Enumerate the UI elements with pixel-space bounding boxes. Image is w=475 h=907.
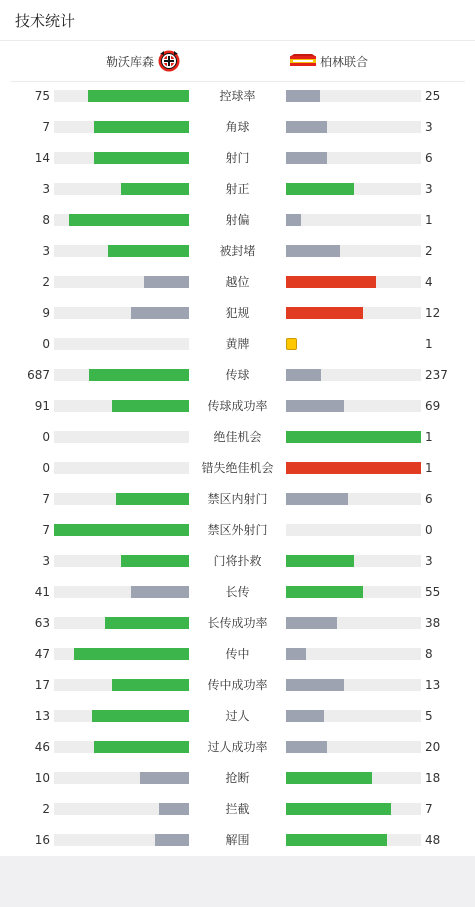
away-stat-value: 48 <box>425 833 441 847</box>
stat-label: 被封堵 <box>219 244 256 258</box>
stat-row <box>0 422 475 453</box>
stat-row <box>0 639 475 670</box>
away-stat-value: 1 <box>425 337 433 351</box>
away-stat-bar-track <box>286 555 421 567</box>
away-stat-bar-track <box>286 214 421 226</box>
home-stat-value: 3 <box>42 554 50 568</box>
away-team-name: 柏林联合 <box>320 54 369 69</box>
stat-label: 角球 <box>225 120 250 134</box>
home-stat-value: 41 <box>34 585 50 599</box>
away-stat-bar <box>286 214 301 226</box>
home-stat-value: 13 <box>34 709 50 723</box>
away-stat-bar <box>286 710 324 722</box>
away-stat-value: 3 <box>425 120 433 134</box>
home-stat-bar <box>131 586 189 598</box>
away-stat-value: 69 <box>425 399 441 413</box>
stat-label: 犯规 <box>225 306 250 320</box>
home-stat-value: 8 <box>42 213 50 227</box>
stat-row <box>0 732 475 763</box>
away-stat-bar-track <box>286 245 421 257</box>
home-stat-bar <box>112 400 189 412</box>
away-stat-value: 4 <box>425 275 433 289</box>
home-stat-bar <box>94 121 189 133</box>
stat-label: 传中成功率 <box>207 678 268 692</box>
away-stat-bar <box>286 648 306 660</box>
home-stat-value: 16 <box>34 833 50 847</box>
stat-label: 射偏 <box>225 213 250 227</box>
away-stat-bar <box>286 462 421 474</box>
home-stat-value: 17 <box>34 678 50 692</box>
away-stat-bar-track <box>286 400 421 412</box>
home-stat-bar-track <box>54 679 189 691</box>
stat-label: 禁区内射门 <box>207 492 268 506</box>
away-stat-value: 3 <box>425 182 433 196</box>
bayer-leverkusen-crest-icon <box>158 50 180 72</box>
stat-label: 传球 <box>225 368 250 382</box>
stat-row <box>0 546 475 577</box>
stat-label: 过人 <box>225 709 250 723</box>
home-stat-bar-track <box>54 524 189 536</box>
stat-label: 传球成功率 <box>207 399 268 413</box>
stat-row <box>0 515 475 546</box>
away-stat-bar <box>286 617 337 629</box>
stat-label: 过人成功率 <box>207 740 268 754</box>
away-stat-value: 1 <box>425 430 433 444</box>
stat-label: 抢断 <box>225 771 250 785</box>
away-stat-value: 3 <box>425 554 433 568</box>
stat-row <box>0 298 475 329</box>
away-stat-value: 13 <box>425 678 441 692</box>
home-stat-bar-track <box>54 493 189 505</box>
away-stat-bar <box>286 679 344 691</box>
home-stat-bar-track <box>54 400 189 412</box>
away-stat-value: 12 <box>425 306 441 320</box>
away-stat-bar <box>286 772 372 784</box>
away-stat-bar-track <box>286 524 421 536</box>
away-stat-bar-track <box>286 648 421 660</box>
home-stat-value: 2 <box>42 275 50 289</box>
home-stat-value: 2 <box>42 802 50 816</box>
home-stat-value: 75 <box>34 89 50 103</box>
away-stat-bar-track <box>286 152 421 164</box>
away-stat-value: 18 <box>425 771 441 785</box>
away-stat-bar <box>286 586 363 598</box>
away-stat-value: 5 <box>425 709 433 723</box>
home-stat-bar <box>94 152 189 164</box>
stat-row <box>0 205 475 236</box>
home-stat-value: 7 <box>42 492 50 506</box>
home-stat-bar-track <box>54 462 189 474</box>
home-stat-bar-track <box>54 710 189 722</box>
stat-label: 长传成功率 <box>207 616 268 630</box>
home-stat-bar <box>121 183 189 195</box>
away-stat-value: 6 <box>425 492 433 506</box>
stat-label: 越位 <box>225 275 250 289</box>
home-stat-value: 7 <box>42 523 50 537</box>
home-stat-bar-track <box>54 245 189 257</box>
home-stat-value: 47 <box>34 647 50 661</box>
away-stat-bar-track <box>286 803 421 815</box>
home-stat-value: 91 <box>34 399 50 413</box>
home-stat-bar-track <box>54 803 189 815</box>
home-stat-bar-track <box>54 152 189 164</box>
away-stat-bar <box>286 152 327 164</box>
home-stat-bar-track <box>54 586 189 598</box>
footer-area <box>0 856 475 907</box>
stat-label: 控球率 <box>219 89 256 103</box>
stats-list <box>0 81 475 856</box>
home-stat-bar <box>74 648 189 660</box>
stat-row <box>0 608 475 639</box>
home-stat-value: 9 <box>42 306 50 320</box>
away-stat-bar <box>286 431 421 443</box>
home-stat-bar <box>88 90 189 102</box>
away-stat-bar-track <box>286 679 421 691</box>
home-stat-bar-track <box>54 338 189 350</box>
stat-label: 错失绝佳机会 <box>201 461 274 475</box>
home-team[interactable] <box>106 41 180 81</box>
stat-row <box>0 236 475 267</box>
stat-row <box>0 794 475 825</box>
stat-label: 解围 <box>225 833 250 847</box>
away-stat-bar <box>286 834 387 846</box>
away-stat-bar-track <box>286 431 421 443</box>
home-stat-bar <box>159 803 189 815</box>
header <box>0 0 475 41</box>
away-stat-bar-track <box>286 462 421 474</box>
home-stat-bar-track <box>54 772 189 784</box>
stat-row <box>0 577 475 608</box>
away-stat-bar <box>286 307 363 319</box>
away-stat-bar <box>286 803 391 815</box>
stat-label: 传中 <box>225 647 250 661</box>
home-stat-bar <box>140 772 189 784</box>
away-stat-bar-track <box>286 90 421 102</box>
away-stat-bar-track <box>286 772 421 784</box>
stat-label: 绝佳机会 <box>213 430 262 444</box>
stat-row <box>0 360 475 391</box>
away-stat-bar-track <box>286 617 421 629</box>
home-stat-bar-track <box>54 834 189 846</box>
stat-row <box>0 391 475 422</box>
stat-label: 黄牌 <box>225 337 250 351</box>
away-stat-bar-track <box>286 834 421 846</box>
away-stat-bar-track <box>286 741 421 753</box>
away-stat-value: 7 <box>425 802 433 816</box>
stat-label: 射正 <box>225 182 250 196</box>
away-stat-value: 8 <box>425 647 433 661</box>
away-stat-bar <box>286 121 327 133</box>
away-stat-value: 1 <box>425 213 433 227</box>
yellow-card-icon <box>286 338 297 350</box>
home-stat-value: 46 <box>34 740 50 754</box>
home-stat-value: 3 <box>42 244 50 258</box>
away-stat-bar-track <box>286 307 421 319</box>
page-title: 技术统计 <box>15 11 76 30</box>
away-stat-bar <box>286 400 344 412</box>
home-stat-bar-track <box>54 183 189 195</box>
away-stat-bar-track <box>286 710 421 722</box>
home-stat-value: 63 <box>34 616 50 630</box>
home-stat-bar-track <box>54 617 189 629</box>
away-stat-value: 237 <box>425 368 448 382</box>
away-stat-bar <box>286 245 340 257</box>
away-stat-bar-track <box>286 183 421 195</box>
away-stat-bar <box>286 555 354 567</box>
away-stat-bar-track <box>286 276 421 288</box>
away-stat-bar-track <box>286 586 421 598</box>
home-stat-bar <box>112 679 189 691</box>
stat-row <box>0 484 475 515</box>
home-stat-bar-track <box>54 121 189 133</box>
stat-label: 长传 <box>225 585 250 599</box>
away-stat-bar <box>286 276 376 288</box>
home-stat-value: 10 <box>34 771 50 785</box>
stat-label: 门将扑救 <box>213 554 262 568</box>
home-stat-bar-track <box>54 741 189 753</box>
away-stat-value: 2 <box>425 244 433 258</box>
team-header <box>10 41 465 82</box>
home-stat-bar-track <box>54 276 189 288</box>
home-stat-bar <box>121 555 189 567</box>
home-team-name: 勒沃库森 <box>105 54 154 69</box>
stat-row <box>0 267 475 298</box>
stat-row <box>0 701 475 732</box>
stat-row <box>0 453 475 484</box>
home-stat-bar <box>89 369 189 381</box>
home-stat-value: 0 <box>42 337 50 351</box>
stat-row <box>0 329 475 360</box>
stat-label: 射门 <box>225 151 250 165</box>
away-stat-bar-track <box>286 493 421 505</box>
stat-row <box>0 825 475 856</box>
away-stat-bar <box>286 493 348 505</box>
home-stat-bar-track <box>54 214 189 226</box>
home-stat-value: 0 <box>42 430 50 444</box>
home-stat-bar-track <box>54 369 189 381</box>
home-stat-bar-track <box>54 307 189 319</box>
stat-label: 拦截 <box>225 802 250 816</box>
away-stat-value: 25 <box>425 89 441 103</box>
away-stat-value: 20 <box>425 740 441 754</box>
home-stat-value: 687 <box>27 368 50 382</box>
stat-row <box>0 81 475 112</box>
away-stat-bar-track <box>286 121 421 133</box>
home-stat-bar <box>54 524 189 536</box>
union-berlin-crest-icon <box>290 54 316 68</box>
home-stat-value: 3 <box>42 182 50 196</box>
away-stat-value: 1 <box>425 461 433 475</box>
away-stat-value: 55 <box>425 585 441 599</box>
stat-row <box>0 174 475 205</box>
home-stat-value: 14 <box>34 151 50 165</box>
away-stat-value: 0 <box>425 523 433 537</box>
away-stat-bar <box>286 90 320 102</box>
away-stat-bar <box>286 369 321 381</box>
away-stat-value: 6 <box>425 151 433 165</box>
home-stat-bar <box>144 276 189 288</box>
stat-row <box>0 670 475 701</box>
home-stat-bar <box>69 214 189 226</box>
away-stat-bar <box>286 183 354 195</box>
home-stat-bar <box>155 834 189 846</box>
home-stat-value: 0 <box>42 461 50 475</box>
home-stat-bar-track <box>54 555 189 567</box>
stat-row <box>0 112 475 143</box>
home-stat-bar-track <box>54 90 189 102</box>
stat-row <box>0 763 475 794</box>
home-stat-bar-track <box>54 431 189 443</box>
stat-label: 禁区外射门 <box>207 523 268 537</box>
home-stat-bar <box>108 245 189 257</box>
home-stat-bar <box>105 617 189 629</box>
away-stat-bar <box>286 741 327 753</box>
home-stat-bar <box>92 710 189 722</box>
home-stat-bar <box>131 307 189 319</box>
home-stat-bar-track <box>54 648 189 660</box>
away-stat-bar-track <box>286 369 421 381</box>
home-stat-bar <box>116 493 189 505</box>
away-team[interactable] <box>290 41 368 81</box>
away-stat-value: 38 <box>425 616 441 630</box>
home-stat-bar <box>94 741 189 753</box>
stat-row <box>0 143 475 174</box>
home-stat-value: 7 <box>42 120 50 134</box>
